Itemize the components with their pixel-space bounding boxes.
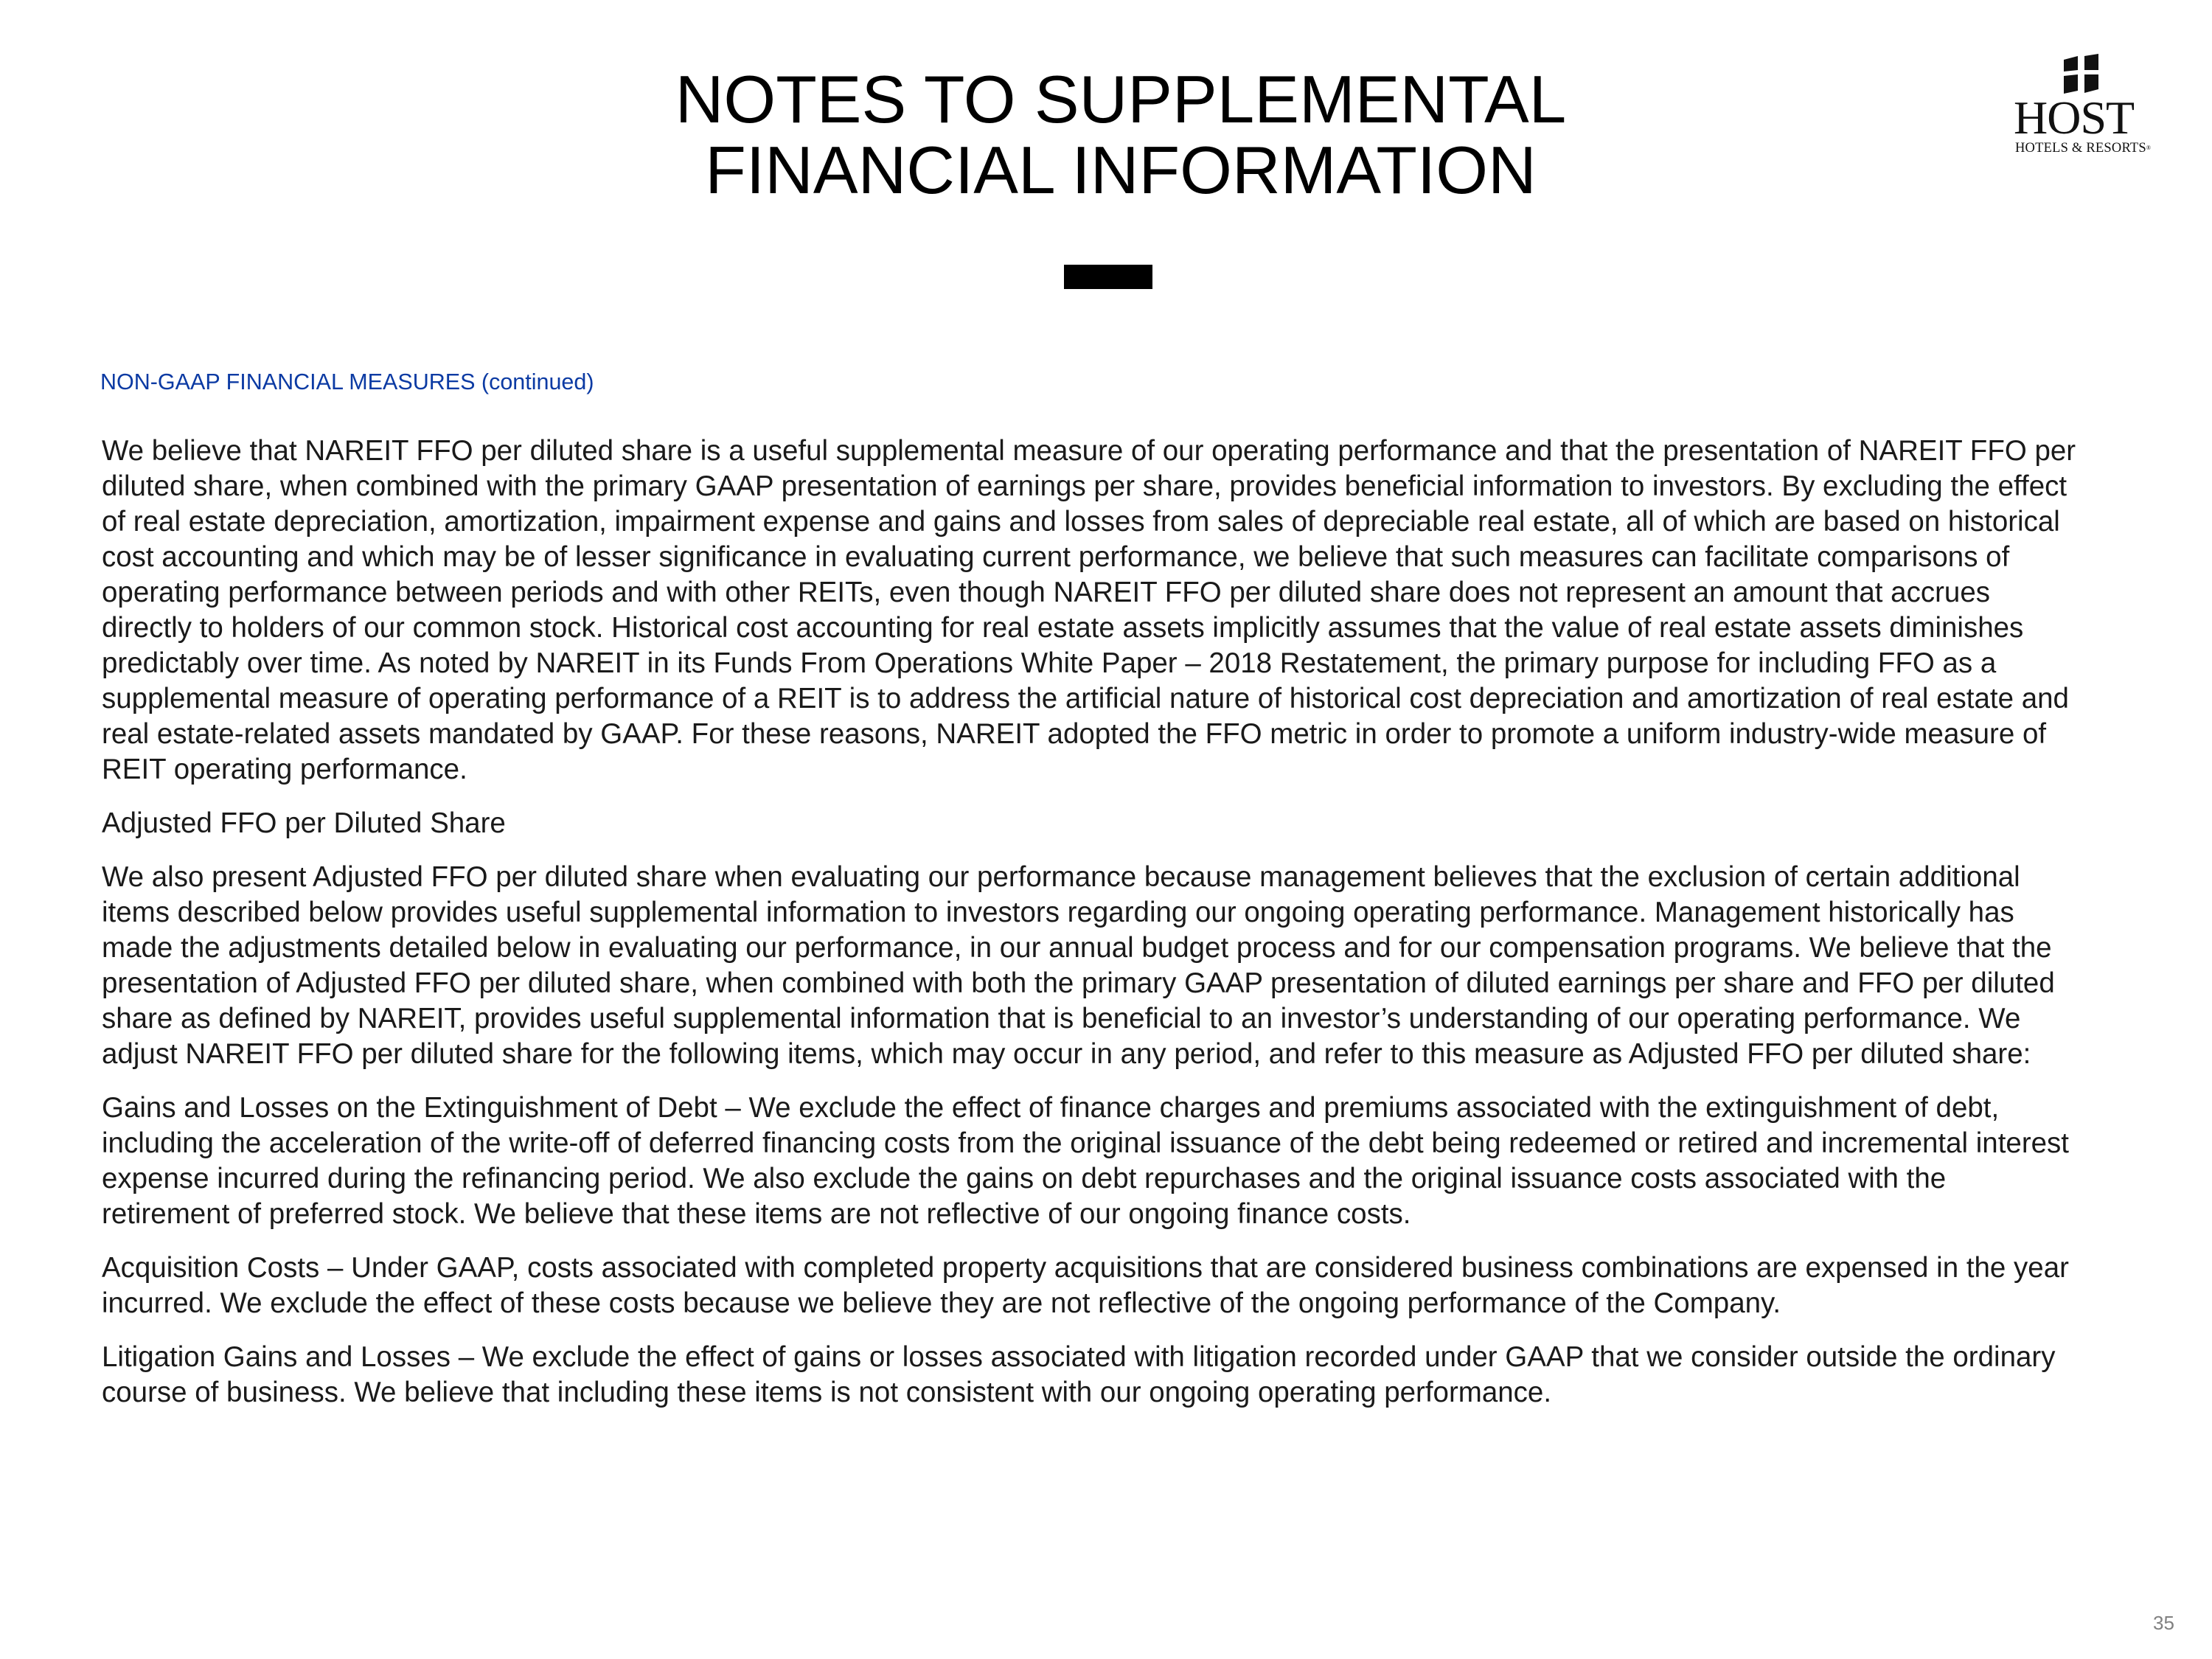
paragraph-acquisition-costs [102,1251,2166,1321]
text-line: We also present Adjusted FFO per diluted share when evaluating our performance because management believes that the exclusion of certain additional [102,861,2020,893]
text-line: Litigation Gains and Losses – We exclude the effect of gains or losses associated with litigation recorded under GAAP that we consider outside the ordinary [102,1341,2056,1373]
text-line: presentation of Adjusted FFO per diluted share, when combined with both the primary GAAP presentation of diluted earnings per share and FFO per diluted [102,967,2055,999]
subheading-adjusted-ffo [102,806,2166,841]
text-line: We believe that NAREIT FFO per diluted share is a useful supplemental measure of our operating performance and that the presentation of NAREIT FFO per [102,435,2076,467]
text-line: incurred. We exclude the effect of these costs because we believe they are not reflective of the ongoing performance of the Company. [102,1287,1781,1319]
page-number: 35 [2153,1612,2174,1634]
logo-tagline [2015,141,2151,156]
text-line: operating performance between periods and with other REITs, even though NAREIT FFO per diluted share does not represent an amount that accrues [102,577,1990,608]
logo-tagline-text: HOTELS & RESORTS [2015,141,2146,156]
logo-wordmark: HOST [2014,91,2135,144]
text-line: supplemental measure of operating performance of a REIT is to address the artificial nature of historical cost depreciation and amortization of real estate and [102,683,2069,714]
page-title [0,65,2212,206]
text-line: Gains and Losses on the Extinguishment of Debt – We exclude the effect of finance charges and premiums associated with the extinguishment of debt, [102,1092,2000,1124]
host-building-mark-icon [2063,54,2100,94]
text-line: adjust NAREIT FFO per diluted share for the following items, which may occur in any period, and refer to this measure as Adjusted FFO per diluted share: [102,1038,2031,1070]
text-line: real estate-related assets mandated by GAAP. For these reasons, NAREIT adopted the FFO metric in order to promote a uniform industry-wide measure of [102,718,2047,750]
text-line: made the adjustments detailed below in evaluating our performance, in our annual budget process and for our compensation programs. We believe that the [102,932,2052,964]
text-line: course of business. We believe that including these items is not consistent with our ongoing operating performance. [102,1377,1552,1408]
paragraph-adjusted-ffo [102,860,2166,1072]
subheading-text: Adjusted FFO per Diluted Share [102,807,506,839]
body-content [102,434,2166,1429]
text-line: retirement of preferred stock. We believe that these items are not reflective of our ongoing finance costs. [102,1198,1411,1230]
title-divider-bar [1064,265,1152,289]
paragraph-litigation [102,1340,2166,1411]
section-heading: NON-GAAP FINANCIAL MEASURES (continued) [100,369,594,394]
paragraph-nareit-ffo [102,434,2166,787]
text-line: including the acceleration of the write-off of deferred financing costs from the original issuance of the debt being redeemed or retired and incremental interest [102,1127,2070,1159]
paragraph-debt-extinguishment [102,1091,2166,1232]
page-title-line-1: NOTES TO SUPPLEMENTAL [675,63,1567,137]
text-line: diluted share, when combined with the primary GAAP presentation of earnings per share, provides beneficial information to investors. By excluding the effect [102,470,2067,502]
text-line: expense incurred during the refinancing period. We also exclude the gains on debt repurchases and the original issuance costs associated with the [102,1163,1947,1194]
text-line: of real estate depreciation, amortization, impairment expense and gains and losses from sales of depreciable real estate, all of which are based on historical [102,506,2060,538]
registered-mark: ® [2146,145,2152,151]
host-hotels-logo [2015,52,2155,159]
page-title-line-2: FINANCIAL INFORMATION [705,133,1537,208]
text-line: Acquisition Costs – Under GAAP, costs associated with completed property acquisitions that are considered business combinations are expensed in the year [102,1252,2069,1284]
text-line: directly to holders of our common stock. Historical cost accounting for real estate assets implicitly assumes that the value of real estate assets diminishes [102,612,2024,644]
text-line: cost accounting and which may be of lesser significance in evaluating current performance, we believe that such measures can facilitate comparisons of [102,541,2010,573]
text-line: share as defined by NAREIT, provides useful supplemental information that is beneficial to an investor’s understanding of our operating performance. We [102,1003,2021,1034]
text-line: items described below provides useful supplemental information to investors regarding our ongoing operating performance. Management historically has [102,897,2014,928]
text-line: predictably over time. As noted by NAREIT in its Funds From Operations White Paper – 2018 Restatement, the primary purpose for including FFO as a [102,647,1997,679]
text-line: REIT operating performance. [102,754,467,785]
